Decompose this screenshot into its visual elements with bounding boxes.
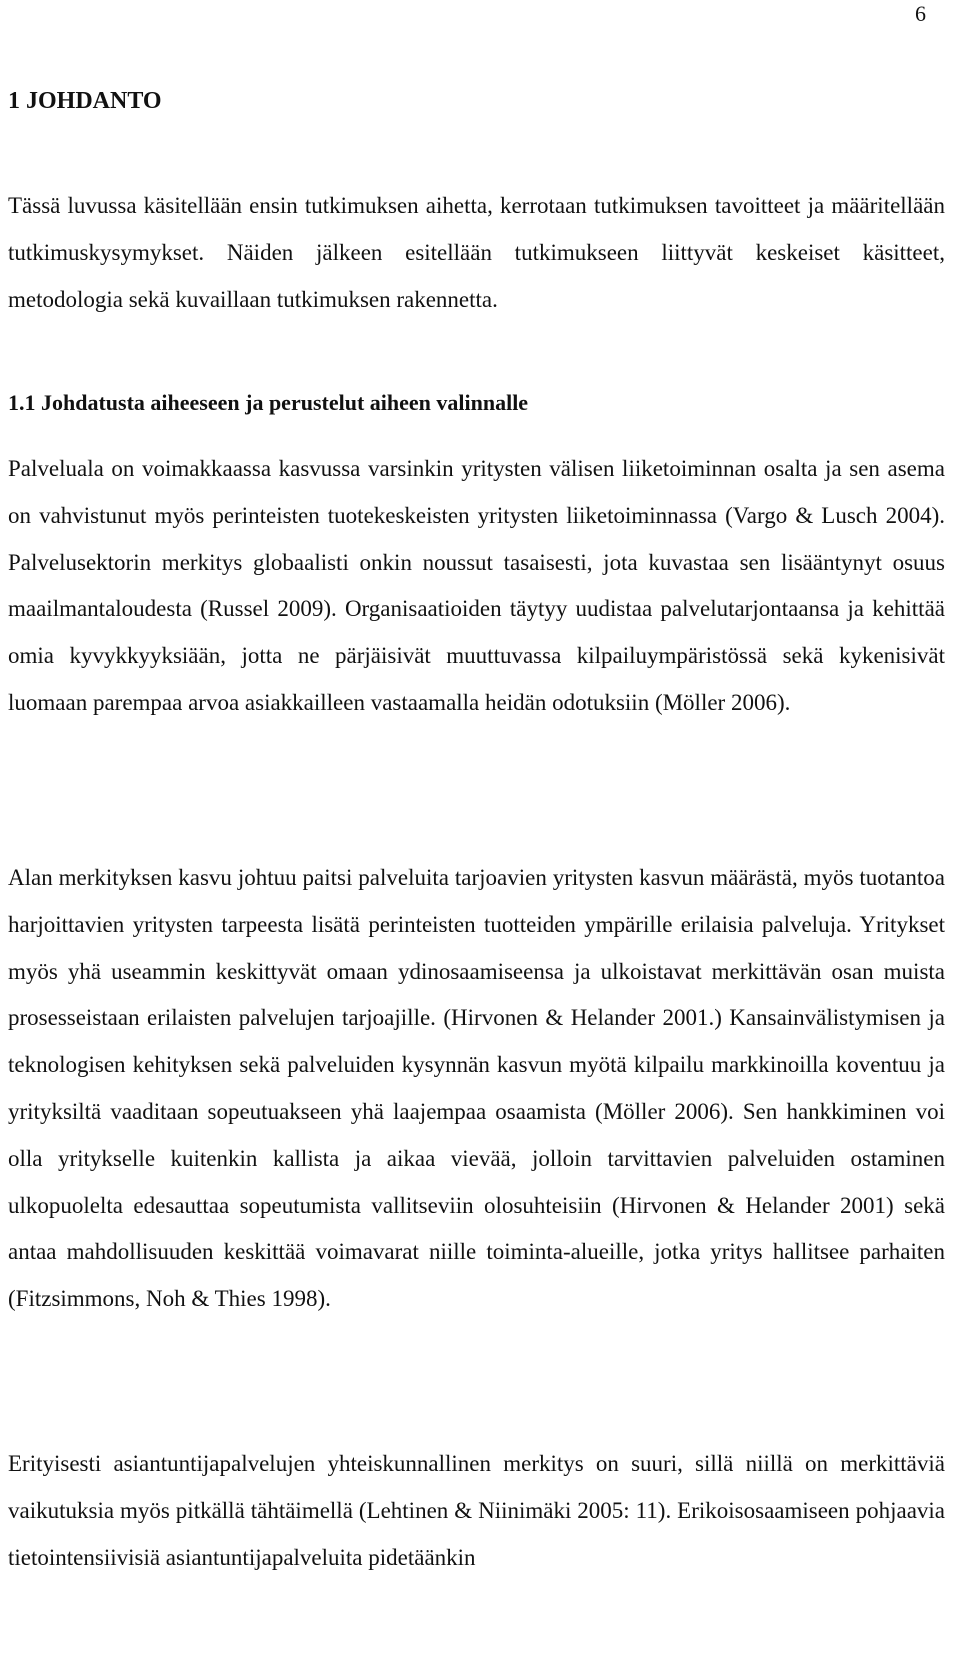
intro-paragraph: Tässä luvussa käsitellään ensin tutkimuksen aihetta, kerrotaan tutkimuksen tavoitteet ja määritellään tutkimuskysymykset. Näiden jälkeen esitellään tutkimukseen liittyvät keskeiset käsitteet, metodologia sekä kuvaillaan tutkimuksen rakennetta. (8, 193, 945, 312)
body-paragraph-2: Alan merkityksen kasvu johtuu paitsi palveluita tarjoavien yritysten kasvun määrästä, myös tuotantoa harjoittavien yritysten tarpeesta lisätä perinteisten tuotteiden ympärille erilaisia palveluja. Yritykset myös yhä useammin keskittyvät omaan ydinosaamiseensa ja ulkoistavat merkittävän osan muista prosesseistaan erilaisten palvelujen tarjoajille. (Hirvonen & Helander 2001.) Kansainvälistymisen ja teknologisen kehityksen sekä palveluiden kysynnän kasvun myötä kilpailu markkinoilla koventuu ja yrityksiltä vaaditaan sopeutuakseen yhä laajempaa osaamista (Möller 2006). Sen hankkiminen voi olla yritykselle kuitenkin kallista ja aikaa vievää, jolloin tarvittavien palveluiden ostaminen ulkopuolelta edesauttaa sopeutumista vallitseviin olosuhteisiin (Hirvonen & Helander 2001) sekä antaa mahdollisuuden keskittää voimavarat niille toiminta-alueille, jotka yritys hallitsee parhaiten (Fitzsimmons, Noh & Thies 1998). (8, 865, 945, 1312)
chapter-title: 1 JOHDANTO (8, 88, 162, 114)
body-paragraph-3: Erityisesti asiantuntijapalvelujen yhteiskunnallinen merkitys on suuri, sillä niillä on merkittäviä vaikutuksia myös pitkällä tähtäimellä (Lehtinen & Niinimäki 2005: 11). Erikoisosaamiseen pohjaavia tietointensiivisiä asiantuntijapalveluita pidetäänkin (8, 1451, 945, 1570)
section-title: 1.1 Johdatusta aiheeseen ja perustelut aiheen valinnalle (8, 390, 529, 415)
body-paragraph-1: Palveluala on voimakkaassa kasvussa varsinkin yritysten välisen liiketoiminnan osalta ja sen asema on vahvistunut myös perinteisten tuotekeskeisten yritysten liiketoiminnassa (Vargo & Lusch 2004). Palvelusektorin merkitys globaalisti onkin noussut tasaisesti, jota kuvastaa sen lisääntynyt osuus maailmantaloudesta (Russel 2009). Organisaatioiden täytyy uudistaa palvelutarjontaansa ja kehittää omia kyvykkyyksiään, jotta ne pärjäisivät muuttuvassa kilpailuympäristössä sekä kykenisivät luomaan parempaa arvoa asiakkailleen vastaamalla heidän odotuksiin (Möller 2006). (8, 456, 945, 715)
page-number: 6 (915, 1, 926, 26)
